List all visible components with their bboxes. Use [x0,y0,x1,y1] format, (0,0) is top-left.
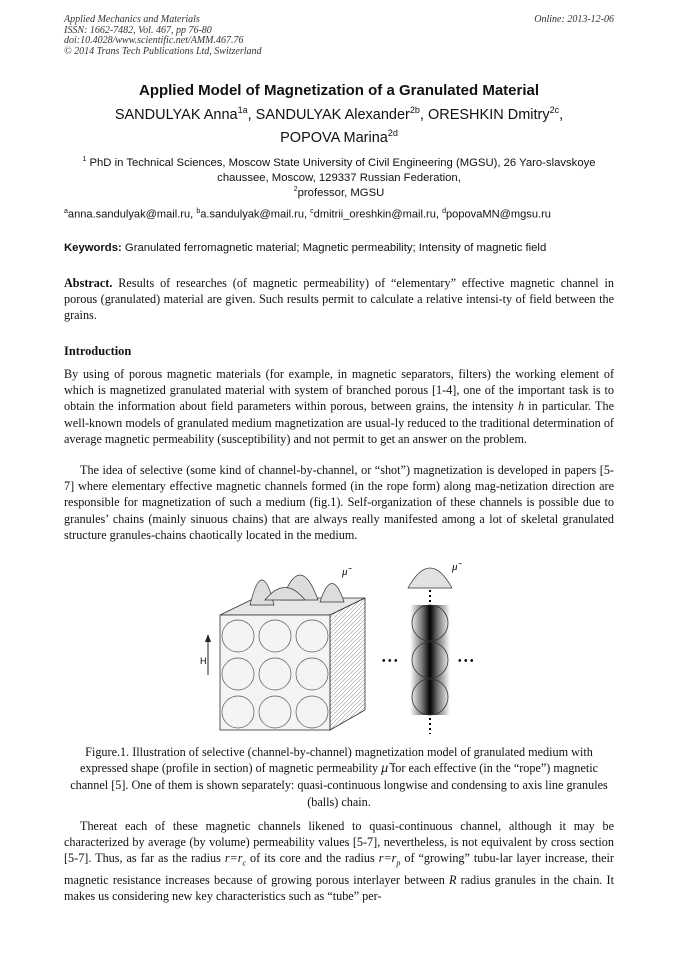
author-name: SANDULYAK Anna [114,106,238,123]
mu-symbol: μ̃ [381,761,389,777]
granulated-cube [220,598,365,730]
author-name: SANDULYAK Alexander [255,106,410,123]
field-direction-arrow [205,634,211,675]
abstract-label: Abstract. [64,276,113,290]
abstract-text: Results of researches (of magnetic permeability) of “elementary” effective magnetic channel in porous (granulated) material are given. Such results permit to calculate a relative intensi-ty of field between the grains. [64,276,614,323]
h-axis-label: H [200,656,207,666]
mu-label-right: μ̃ [452,561,458,573]
section-heading: Introduction [64,344,132,358]
mu-label-left: μ̃ [342,566,348,578]
affiliation-2: $^2$professor, MGSU [293,186,385,199]
copyright-line: © 2014 Trans Tech Publications Ltd, Switzerland [64,45,262,57]
figure-caption: Figure.1. Illustration of selective (channel-by-channel) magnetization model of granulated medium with expressed shape (profile in section) of magnetic permeability μ̃ for each effective (in the “rope”) magnetic channel [5]. One of them is shown separately: quasi-continuous longwise and condensing to axis line granules (balls) chain. [70,745,608,809]
author-sup: 2c [549,105,560,115]
body-paragraph-3: Thereat each of these magnetic channels likened to quasi-continuous channel, although it may be characterized by average (by volume) permeability values [5-7], nevertheless, is not equivalent by cross section [5-7]. Thus, as far as the radius $r=r_c$ of its core and the radius $r=r_p$ of “growing” tubu-lar layer increase, their magnetic resistance increases because of growing porous interlayer between R radius granules in the chain. It makes us considering new key characteristics such as “tube” per- [64,819,614,904]
intro-paragraph-1: By using of porous magnetic materials (for example, in magnetic separators, filters) the working element of which is magnetized granulated material with system of branched porous [1-4], one of the important task is to obtain the information about field parameters within porous, between grains, the intensity h in particular. The well-known models of granulated medium magnetization are usual-ly reduced to the traditional determination of average magnetic permeability (susceptibility) and not permit to get an answer on the problem. [64,367,614,446]
email-link[interactable]: anna.sandulyak@mail.ru, [67,208,197,221]
ellipsis-left: • • • [382,656,398,667]
email-link[interactable]: popovaMN@mgsu.ru [445,208,551,221]
doi-line: doi:10.4028/www.scientific.net/AMM.467.76 [64,35,244,46]
author-list: SANDULYAK Anna$^{1a}$, SANDULYAK Alexander$^{2b}$, ORESHKIN Dmitry$^{2c}$, POPOVA Marina$^{2d}$ [114,105,564,146]
affiliation-1: $^1$ PhD in Technical Sciences, Moscow State University of Civil Engineering (MGSU), 26 Yaro-slavskoye chaussee, Moscow, 129337 Russian Federation, [82,156,596,184]
author-sup: 1a [237,105,248,115]
journal-header [64,15,262,57]
author-sup: 2d [387,127,398,138]
keywords-text: Granulated ferromagnetic material; Magnetic permeability; Intensity of magnetic field [121,242,547,254]
online-date: Online: 2013-12-06 [534,14,614,25]
ellipsis-right: • • • [458,656,474,667]
intro-paragraph-2: The idea of selective (some kind of channel-by-channel, or “shot”) magnetization is developed in papers [5-7] where elementary effective magnetic channels formed (in the rope form) along mag-netization direction are responsible for magnetization of such a medium (fig.1). Self-organization of these channels is possible due to granules’ chains (mainly sinuous chains) that are always really manifested among a lot of skeletal granulated structure granules-chains chaotically located in the medium. [64,463,614,542]
author-name: ORESHKIN Dmitry [427,106,550,123]
issn-line: ISSN: 1662-7482, Vol. 467, pp 76-80 [64,24,212,36]
keywords-label: Keywords: [64,242,122,254]
author-sup: 2b [409,105,420,115]
paper-title: Applied Model of Magnetization of a Granulated Material [138,82,540,99]
author-name: POPOVA Marina [280,129,388,146]
journal-name: Applied Mechanics and Materials [64,14,200,25]
email-link[interactable]: a.sandulyak@mail.ru, [200,208,311,221]
keywords [64,242,614,254]
email-list: $^a$anna.sandulyak@mail.ru, $^b$a.sandulyak@mail.ru, $^c$dmitrii_oreshkin@mail.ru, $^d$popovaMN@mgsu.ru [64,208,551,221]
email-link[interactable]: dmitrii_oreshkin@mail.ru, [313,208,443,221]
figure-1-illustration [190,550,500,740]
abstract [64,275,614,324]
granule-chain [408,568,452,734]
